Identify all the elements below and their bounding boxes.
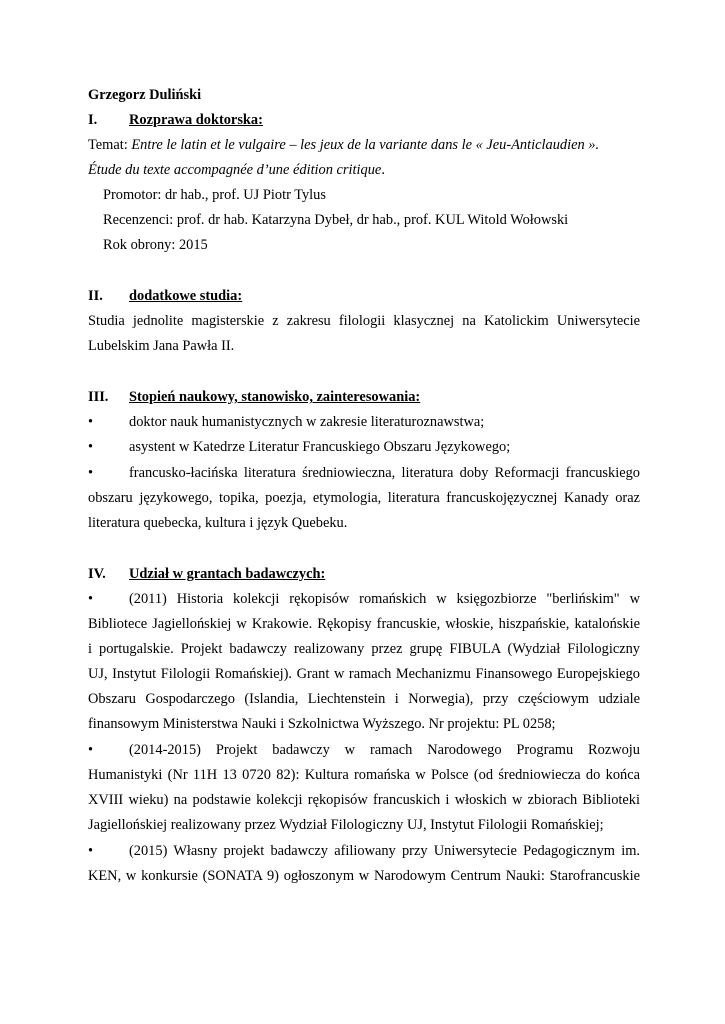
reviewers: Recenzenci: prof. dr hab. Katarzyna Dybeł, dr hab., prof. KUL Witold Wołowski (103, 212, 569, 228)
interests-line-1: francusko-łacińska literatura średniowieczna, literatura doby Reformacji francuskiego (129, 465, 640, 481)
bullet-icon: • (88, 591, 94, 607)
section-1-heading: Rozprawa doktorska: (129, 112, 263, 128)
grant-3-line-1: (2015) Własny projekt badawczy afiliowany przy Uniwersytecie Pedagogicznym im. (129, 843, 640, 859)
defense-year: Rok obrony: 2015 (103, 237, 208, 253)
grant-3-line-2: KEN, w konkursie (SONATA 9) ogłoszonym w Narodowym Centrum Nauki: Starofrancuskie (88, 868, 640, 884)
grant-1-line-3: i portugalskie. Projekt badawczy realizowany przez grupę FIBULA (Wydział Filologiczny (88, 641, 640, 657)
bullet-icon: • (88, 465, 94, 481)
studies-line-2: Lubelskim Jana Pawła II. (88, 338, 235, 354)
section-3-number: III. (88, 389, 109, 405)
topic-end: . (381, 162, 385, 178)
grant-1-line-4: UJ, Instytut Filologii Romańskiej). Grant w ramach Mechanizmu Finansowego Europejskiego (88, 666, 640, 682)
position-item: asystent w Katedrze Literatur Francuskiego Obszaru Językowego; (129, 439, 511, 455)
dissertation-topic (88, 136, 640, 154)
bullet-icon: • (88, 439, 94, 455)
section-4-number: IV. (88, 566, 106, 582)
grant-2-line-2: Humanistyki (Nr 11H 13 0720 82): Kultura romańska w Polsce (od średniowiecza do końca (88, 767, 640, 783)
section-2-number: II. (88, 288, 103, 304)
section-1-number: I. (88, 112, 98, 128)
dissertation-topic-cont (88, 161, 640, 179)
grant-1-line-6: finansowym Ministerstwa Nauki i Szkolnictwa Wyższego. Nr projektu: PL 0258; (88, 716, 556, 732)
interests-line-3: literatura quebecka, kultura i język Quebeku. (88, 515, 348, 531)
grant-2-line-4: Jagiellońskiej realizowany przez Wydział Filologiczny UJ, Instytut Filologii Romańskiej; (88, 817, 604, 833)
promotor: Promotor: dr hab., prof. UJ Piotr Tylus (103, 187, 326, 203)
section-2-heading: dodatkowe studia: (129, 288, 243, 304)
bullet-icon: • (88, 414, 94, 430)
degree-item: doktor nauk humanistycznych w zakresie literaturoznawstwa; (129, 414, 485, 430)
interests-line-2: obszaru językowego, topika, poezja, etymologia, literatura francuskojęzycznej Kanady oraz (88, 490, 640, 506)
grant-1-line-2: Bibliotece Jagiellońskiej w Krakowie. Rękopisy francuskie, włoskie, hiszpańskie, katalońskie (88, 616, 640, 632)
author-name: Grzegorz Duliński (88, 87, 202, 103)
section-4-heading: Udział w grantach badawczych: (129, 566, 326, 582)
studies-line-1: Studia jednolite magisterskie z zakresu filologii klasycznej na Katolickim Uniwersytecie (88, 313, 640, 329)
grant-2-line-3: XVIII wieku) na podstawie kolekcji rękopisów francuskich i włoskich w zbiorach Biblioteki (88, 792, 640, 808)
section-3-heading: Stopień naukowy, stanowisko, zainteresowania: (129, 389, 421, 405)
bullet-icon: • (88, 742, 94, 758)
grant-1-line-1: (2011) Historia kolekcji rękopisów romańskich w księgozbiorze "berlińskim" w (129, 591, 640, 607)
bullet-icon: • (88, 843, 94, 859)
grant-2-line-1: (2014-2015) Projekt badawczy w ramach Narodowego Programu Rozwoju (129, 742, 640, 758)
topic-title-part-a: Entre le latin et le vulgaire – les jeux de la variante dans le « Jeu-Anticlaudien ». (131, 137, 600, 153)
topic-title-part-b: Étude du texte accompagnée d’une édition critique (88, 162, 382, 178)
grant-1-line-5: Obszaru Gospodarczego (Islandia, Liechtenstein i Norwegia), przy częściowym udziale (88, 691, 640, 707)
topic-prefix: Temat: (88, 137, 132, 153)
